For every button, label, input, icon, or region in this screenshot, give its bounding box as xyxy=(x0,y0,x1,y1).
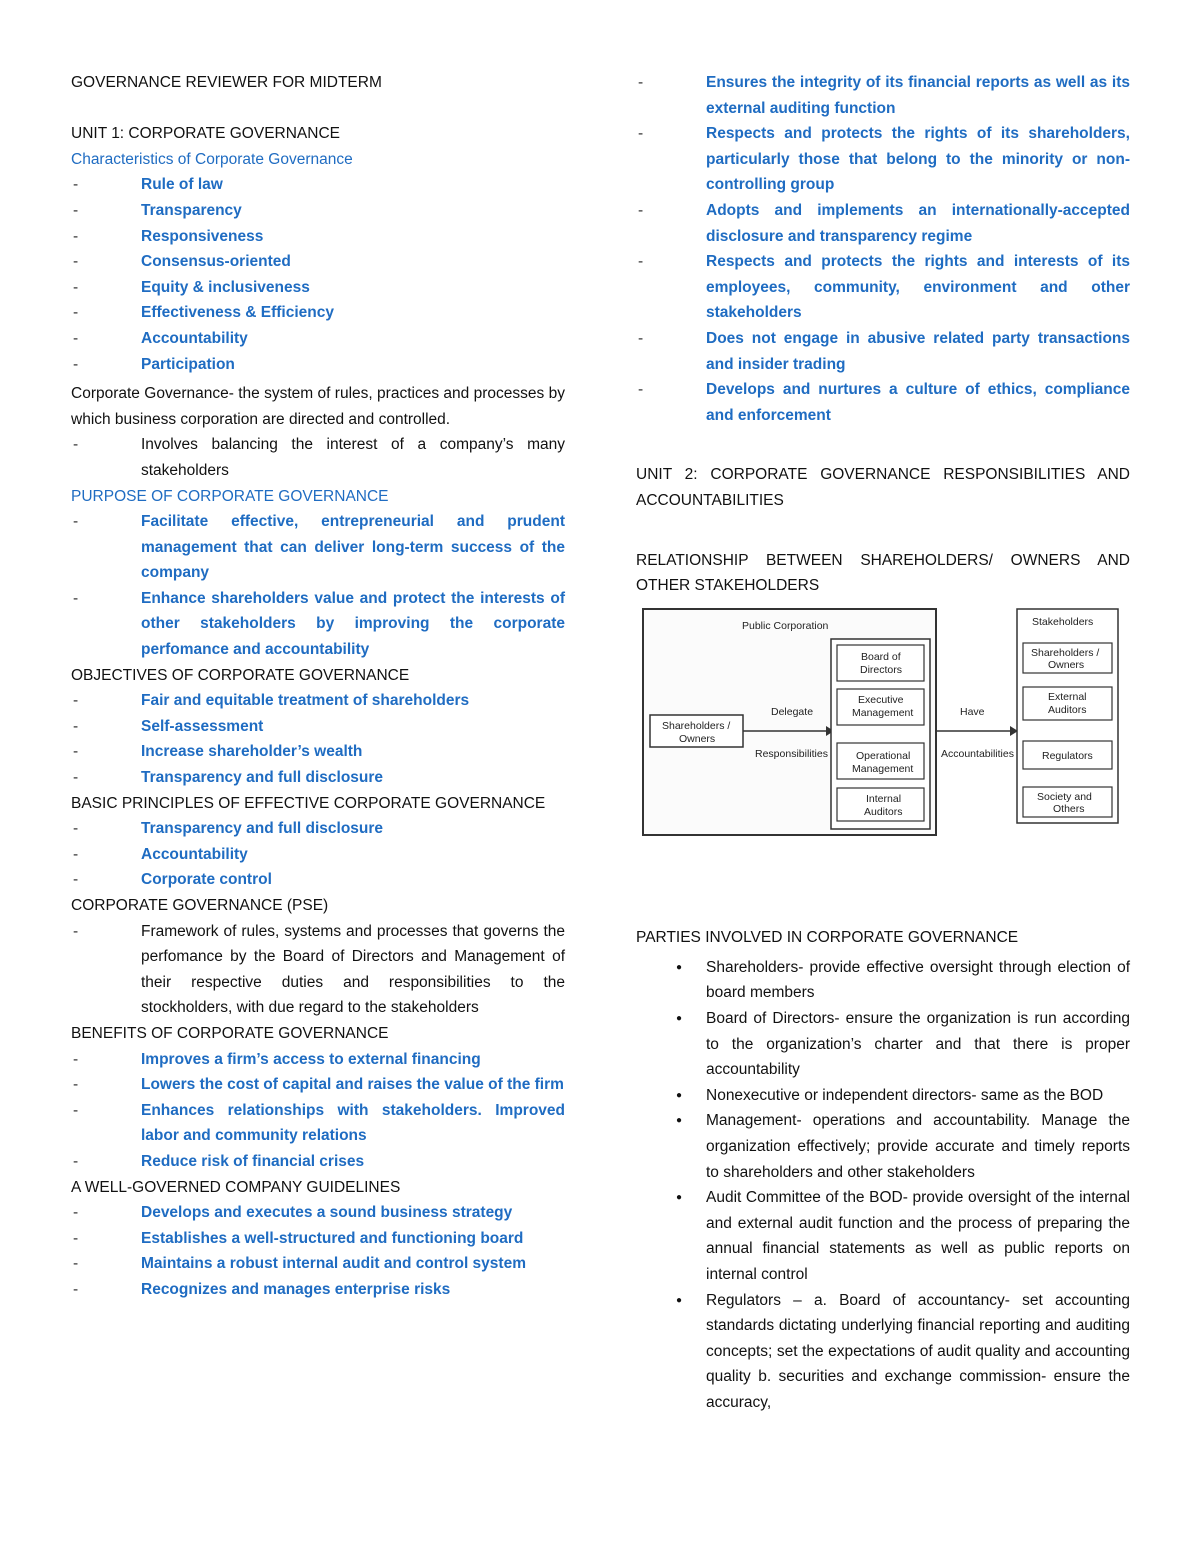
stakeholders-label: Stakeholders xyxy=(1032,615,1094,628)
list-item: - Respects and protects the rights of its shareholders, particularly those that belong to the minority or non-controlling group xyxy=(706,121,1130,198)
document-title: GOVERNANCE REVIEWER FOR MIDTERM xyxy=(71,74,382,91)
list-item: - Responsiveness xyxy=(141,224,565,250)
list-item: - Maintains a robust internal audit and control system xyxy=(141,1251,565,1277)
list-item: - Involves balancing the interest of a company’s many stakeholders xyxy=(141,432,565,483)
characteristics-heading: Characteristics of Corporate Governance xyxy=(71,150,353,168)
pse-list xyxy=(71,919,565,1021)
list-item: - Corporate control xyxy=(141,867,565,893)
principles-list xyxy=(71,816,565,893)
internal-auditors-label-1: Internal xyxy=(866,792,902,805)
stakeholder-shareholders-label-2: Owners xyxy=(1048,658,1085,671)
unit2-heading: UNIT 2: CORPORATE GOVERNANCE RESPONSIBILITIES AND ACCOUNTABILITIES xyxy=(636,466,1130,509)
list-item: - Enhance shareholders value and protect the interests of other stakeholders by improving the corporate perfomance and accountability xyxy=(141,586,565,663)
relationship-heading: RELATIONSHIP BETWEEN SHAREHOLDERS/ OWNERS AND OTHER STAKEHOLDERS xyxy=(636,551,1130,595)
public-corporation-label: Public Corporation xyxy=(742,619,829,632)
list-item: - Transparency and full disclosure xyxy=(141,765,565,791)
list-item: - Rule of law xyxy=(141,172,565,198)
list-item: ● Regulators – a. Board of accountancy- set accounting standards dictating underlying financial reporting and auditing concepts; set the expectations of audit quality and accounting quality b. securities and exchange commission- ensure the accuracy, xyxy=(706,1288,1130,1416)
have-label: Have xyxy=(960,705,985,718)
benefits-heading: BENEFITS OF CORPORATE GOVERNANCE xyxy=(71,1024,389,1042)
operational-label-2: Management xyxy=(852,762,914,775)
list-item: - Ensures the integrity of its financial reports as well as its external auditing function xyxy=(706,70,1130,121)
board-label-1: Board of xyxy=(861,650,901,663)
delegate-label: Delegate xyxy=(771,705,814,718)
guidelines-list xyxy=(71,1200,565,1302)
list-item: ● Board of Directors- ensure the organization is run according to the organization’s charter and that there is proper accountability xyxy=(706,1006,1130,1083)
list-item: - Accountability xyxy=(141,326,565,352)
operational-label-1: Operational xyxy=(856,749,911,762)
executive-label-2: Management xyxy=(852,706,914,719)
list-item: ● Shareholders- provide effective oversight through election of board members xyxy=(706,955,1130,1006)
pse-heading: CORPORATE GOVERNANCE (PSE) xyxy=(71,897,329,914)
internal-auditors-label-2: Auditors xyxy=(864,805,903,818)
list-item: - Recognizes and manages enterprise risks xyxy=(141,1277,565,1303)
right-column xyxy=(636,70,1130,1416)
external-auditors-label-1: External xyxy=(1048,690,1087,703)
list-item: - Consensus-oriented xyxy=(141,249,565,275)
list-item: - Framework of rules, systems and processes that governs the perfomance by the Board of Directors and Management of their respective duties and responsibilities to the stockholders, with due regard to the stakeholders xyxy=(141,919,565,1021)
list-item: - Accountability xyxy=(141,842,565,868)
list-item: - Reduce risk of financial crises xyxy=(141,1149,565,1175)
list-item: - Effectiveness & Efficiency xyxy=(141,300,565,326)
left-column xyxy=(71,70,565,1303)
guidelines-heading: A WELL-GOVERNED COMPANY GUIDELINES xyxy=(71,1178,401,1196)
list-item: - Fair and equitable treatment of shareholders xyxy=(141,688,565,714)
list-item: ● Audit Committee of the BOD- provide oversight of the internal and external audit function and the process of preparing the annual financial statements as well as public reports on internal control xyxy=(706,1185,1130,1287)
definition-points xyxy=(71,432,565,483)
list-item: - Develops and nurtures a culture of ethics, compliance and enforcement xyxy=(706,377,1130,428)
list-item: - Establishes a well-structured and functioning board xyxy=(141,1226,565,1252)
list-item: - Adopts and implements an internationally-accepted disclosure and transparency regime xyxy=(706,198,1130,249)
shareholders-owners-label-1: Shareholders / xyxy=(662,719,731,732)
society-label-1: Society and xyxy=(1037,790,1092,803)
list-item: - Respects and protects the rights and interests of its employees, community, environment and other stakeholders xyxy=(706,249,1130,326)
executive-label-1: Executive xyxy=(858,693,904,706)
guidelines-continued-list xyxy=(636,70,1130,428)
accountabilities-label: Accountabilities xyxy=(941,747,1014,760)
responsibilities-label: Responsibilities xyxy=(755,747,828,760)
list-item: - Transparency and full disclosure xyxy=(141,816,565,842)
list-item: - Lowers the cost of capital and raises the value of the firm xyxy=(141,1072,565,1098)
list-item: - Self-assessment xyxy=(141,714,565,740)
board-label-2: Directors xyxy=(860,663,903,676)
list-item: - Improves a firm’s access to external financing xyxy=(141,1047,565,1073)
list-item: - Equity & inclusiveness xyxy=(141,275,565,301)
characteristics-list xyxy=(71,172,565,377)
objectives-heading: OBJECTIVES OF CORPORATE GOVERNANCE xyxy=(71,666,410,684)
list-item: ● Nonexecutive or independent directors- same as the BOD xyxy=(706,1083,1130,1109)
unit1-heading: UNIT 1: CORPORATE GOVERNANCE xyxy=(71,125,340,143)
purpose-heading: PURPOSE OF CORPORATE GOVERNANCE xyxy=(71,487,389,505)
shareholders-owners-label-2: Owners xyxy=(679,732,716,745)
external-auditors-label-2: Auditors xyxy=(1048,703,1087,716)
society-label-2: Others xyxy=(1053,802,1085,815)
corporate-governance-definition: Corporate Governance- the system of rules, practices and processes by which business corporation are directed and controlled. xyxy=(71,385,565,428)
parties-list xyxy=(636,955,1130,1416)
list-item: ● Management- operations and accountability. Manage the organization effectively; provide accurate and timely reports to shareholders and other stakeholders xyxy=(706,1108,1130,1185)
list-item: - Transparency xyxy=(141,198,565,224)
list-item: - Participation xyxy=(141,352,565,378)
list-item: - Enhances relationships with stakeholders. Improved labor and community relations xyxy=(141,1098,565,1149)
benefits-list xyxy=(71,1047,565,1175)
regulators-label: Regulators xyxy=(1042,749,1093,762)
list-item: - Develops and executes a sound business strategy xyxy=(141,1200,565,1226)
objectives-list xyxy=(71,688,565,790)
list-item: - Increase shareholder’s wealth xyxy=(141,739,565,765)
list-item: - Facilitate effective, entrepreneurial and prudent management that can deliver long-term success of the company xyxy=(141,509,565,586)
list-item: - Does not engage in abusive related party transactions and insider trading xyxy=(706,326,1130,377)
parties-heading: PARTIES INVOLVED IN CORPORATE GOVERNANCE xyxy=(636,929,1019,947)
purpose-list xyxy=(71,509,565,663)
relationship-diagram xyxy=(638,607,1138,843)
stakeholder-shareholders-label-1: Shareholders / xyxy=(1031,646,1100,659)
principles-heading: BASIC PRINCIPLES OF EFFECTIVE CORPORATE GOVERNANCE xyxy=(71,794,546,812)
